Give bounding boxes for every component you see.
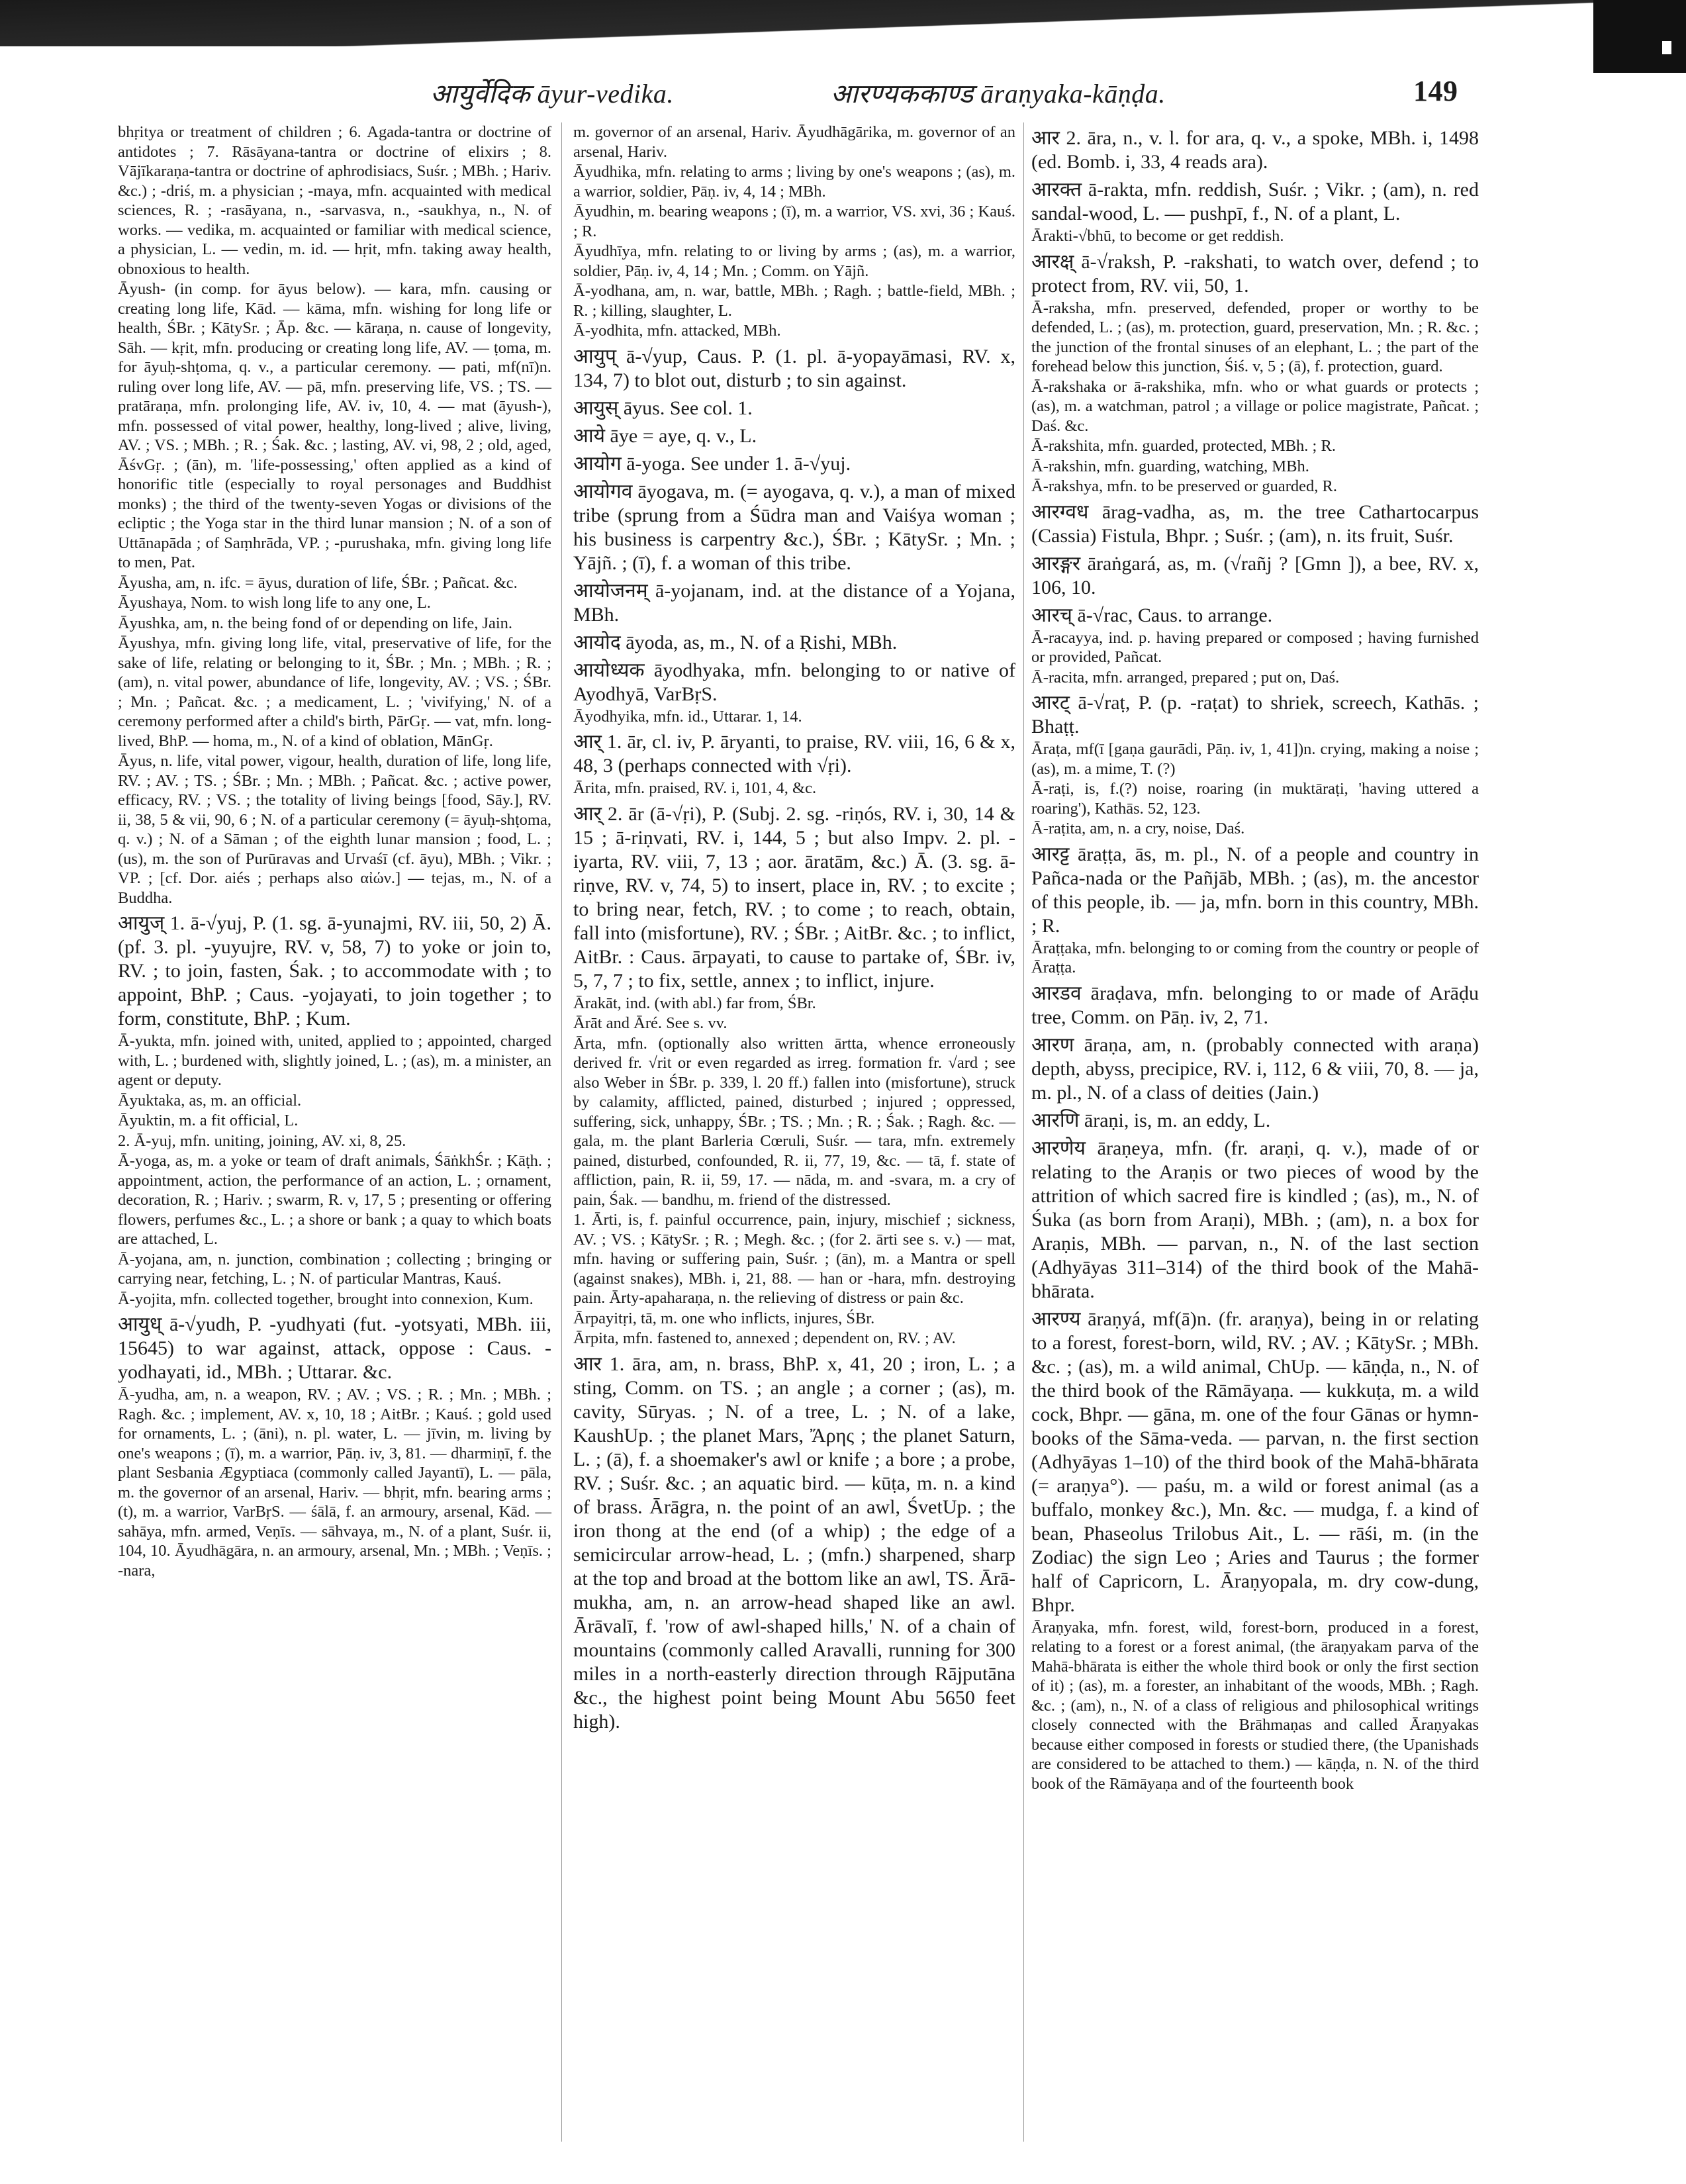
dictionary-entry: आरच् ā-√rac, Caus. to arrange. xyxy=(1031,604,1273,626)
dictionary-entry: Ā-yudha, am, n. a weapon, RV. ; AV. ; VS. ; R. ; Mn. ; MBh. ; Ragh. &c. ; implement, AV. x, 10, 18 ; AitBr. ; Kauś. ; gold used for ornaments, L. ; (āni), n. pl. water, L. — jīvin, m. living by one's weapons ; (ī), m. a warrior, Pāṇ. iv, 3, 81. — dharmiṇī, f. the plant Sesbania Ægyptiaca (commonly called Jayantī), L. — pāla, m. the governor of an arsenal, Hariv. — bhṛit, mfn. bearing arms ; (t), m. a warrior, VarBṛS. — śālā, f. an armoury, arsenal, Kād. — sahāya, mfn. armed, Veṇīs. — sāhvaya, m., N. of a plant, Suśr. ii, 104, 10. Āyudhāgāra, n. an armoury, arsenal, Mn. ; MBh. ; Veṇīs. ; -nara, xyxy=(118,1386,551,1580)
dictionary-entry: Ā-rakshya, mfn. to be preserved or guarded, R. xyxy=(1031,477,1337,495)
dictionary-entry: आरडव āraḍava, mfn. belonging to or made of Arāḍu tree, Comm. on Pāṇ. iv, 2, 71. xyxy=(1031,982,1479,1028)
dictionary-entry: आर 2. āra, n., v. l. for ara, q. v., a spoke, MBh. i, 1498 (ed. Bomb. i, 33, 4 reads ara). xyxy=(1031,127,1479,173)
dictionary-entry: 2. Ā-yuj, mfn. uniting, joining, AV. xi, 8, 25. xyxy=(118,1131,406,1150)
header-left-word: आयुर्वेदिक āyur-vedika. xyxy=(430,79,674,109)
dictionary-entry: आयुध् ā-√yudh, P. -yudhyati (fut. -yotsyati, MBh. iii, 15645) to war against, attack, oppose : Caus. -yodhayati, id., MBh. ; Uttarar. &c. xyxy=(118,1313,551,1383)
dictionary-entry: आरङ्गर āraṅgará, as, m. (√rañj ? [Gmn ]), a bee, RV. x, 106, 10. xyxy=(1031,552,1479,598)
dictionary-entry: Ā-raṭita, am, n. a cry, noise, Daś. xyxy=(1031,820,1245,837)
page-number: 149 xyxy=(1413,75,1458,107)
dictionary-entry: Ārpita, mfn. fastened to, annexed ; dependent on, RV. ; AV. xyxy=(573,1329,956,1347)
dictionary-entry: Ā-yojita, mfn. collected together, brought into connexion, Kum. xyxy=(118,1290,534,1308)
dictionary-column-3 xyxy=(1031,122,1479,1794)
running-header xyxy=(0,74,1686,114)
dictionary-entry: आर 1. āra, am, n. brass, BhP. x, 41, 20 ; iron, L. ; a sting, Comm. on TS. ; an angle ; a corner ; (as), m. cavity, Sūryas. ; N. of a tree, L. ; N. of a lake, KaushUp. ; the planet Mars, Ἄρης ; the planet Saturn, L. ; (ā), f. a shoemaker's awl or knife ; a bore ; a probe, RV. ; Suśr. &c. ; an aquatic bird. — kūṭa, m. n. a kind of brass. Ārāgra, n. the point of an awl, ŚvetUp. ; the iron thong at the end (of a whip) ; the edge of a semicircular arrow-head, L. ; (mfn.) sharpened, sharp at the top and broad at the bottom like an awl, TS. Ārā-mukha, am, n. an arrow-head shaped like an awl. Ārāvalī, f. 'row of awl-shaped hills,' N. of a chain of mountains (commonly called Aravalli, running for 300 miles in a north-easterly direction through Rājputāna &c., the highest point being Mount Abu 5650 feet high). xyxy=(573,1353,1015,1733)
dictionary-entry: m. governor of an arsenal, Hariv. Āyudhāgārika, m. governor of an arsenal, Hariv. xyxy=(573,123,1015,161)
dictionary-entry: Ārta, mfn. (optionally also written ārtta, whence erroneously derived fr. √rit or even regarded as irreg. formation fr. √ard ; see also Weber in ŚBr. p. 339, l. 20 ff.) fallen into (misfortune), struck by calamity, afflicted, pained, disturbed ; injured ; oppressed, suffering, sick, unhappy, ŚBr. ; TS. ; Mn. ; R. ; Śak. ; Ragh. &c. — gala, m. the plant Barleria Cœruli, Suśr. — tara, mfn. extremely pained, disturbed, confounded, R. ii, 77, 19, &c. — tā, f. state of affliction, pain, R. ii, 59, 17. — nāda, m. and -svara, m. a cry of pain, Śak. — bandhu, m. friend of the distressed. xyxy=(573,1034,1015,1209)
dictionary-entry: आयोग ā-yoga. See under 1. ā-√yuj. xyxy=(573,452,851,475)
dictionary-entry: Āyush- (in comp. for āyus below). — kara, mfn. causing or creating long life, Kād. — kāma, mfn. wishing for long life or health, ŚBr. ; KātySr. ; Āp. &c. — kāraṇa, n. cause of longevity, Sāh. — kṛit, mfn. producing or creating long life, AV. — ṭoma, m. for āyuḥ-shṭoma, q. v., a particular ceremony. — pati, mf(nī)n. ruling over long life, AV. — pā, mfn. preserving life, VS. ; TS. — pratāraṇa, mfn. prolonging life, AV. iv, 10, 4. — mat (āyush-), mfn. possessed of vital power, healthy, long-lived ; alive, living, AV. ; VS. ; MBh. ; R. ; Śak. &c. ; lasting, AV. vi, 98, 2 ; old, aged, ĀśvGṛ. ; (ān), m. 'life-possessing,' often applied as a kind of honorific title (especially to royal personages and Buddhist monks) ; the third of the twenty-seven Yogas or divisions of the ecliptic ; the Yoga star in the third lunar mansion ; N. of a son of Uttānapāda ; of Saṃhrāda, VP. ; -purushaka, mfn. giving long life to men, Pat. xyxy=(118,280,551,571)
dictionary-entry: Ā-yoga, as, m. a yoke or team of draft animals, ŚāṅkhŚr. ; Kāṭh. ; appointment, action, the performance of an action, L. ; ornament, decoration, R. ; Hariv. ; swarm, R. v, 17, 5 ; presenting or offering flowers, perfumes &c., L. ; a shore or bank ; a quay to which boats are attached, L. xyxy=(118,1152,551,1248)
dictionary-entry: Āyus, n. life, vital power, vigour, health, duration of life, long life, RV. ; AV. ; TS. ; ŚBr. ; Mn. ; MBh. ; Pañcat. &c. ; active power, efficacy, RV. ; VS. ; the totality of living beings [food, Sāy.], RV. ii, 38, 5 & vii, 90, 6 ; N. of a particular ceremony (= āyuḥ-shṭoma, q. v.) ; N. of a Sāman ; of the eighth lunar mansion ; food, L. ; (us), m. the son of Purūravas and Urvaśī (cf. āyu), MBh. ; Vikr. ; VP. ; [cf. Dor. aiés ; perhaps also αἰών.] — tejas, m., N. of a Buddha. xyxy=(118,752,551,907)
dictionary-entry: Ā-raksha, mfn. preserved, defended, proper or worthy to be defended, L. ; (as), m. protection, guard, preservation, Mn. ; R. &c. ; the junction of the frontal sinuses of an elephant, L. ; the part of the forehead below this junction, Śiś. v, 5 ; (ā), f. protection, guard. xyxy=(1031,299,1479,375)
dictionary-entry: आये āye = aye, q. v., L. xyxy=(573,424,757,447)
page-corner-shadow xyxy=(1593,0,1686,73)
dictionary-entry: Āyusha, am, n. ifc. = āyus, duration of life, ŚBr. ; Pañcat. &c. xyxy=(118,573,518,592)
dictionary-entry: Āyuktin, m. a fit official, L. xyxy=(118,1112,299,1129)
dictionary-entry: आरक्ष् ā-√raksh, P. -rakshati, to watch over, defend ; to protect from, RV. vii, 50, 1. xyxy=(1031,250,1479,297)
dictionary-entry: Āyodhyika, mfn. id., Uttarar. 1, 14. xyxy=(573,707,802,726)
dictionary-entry: आयुस् āyus. See col. 1. xyxy=(573,397,753,419)
dictionary-entry: Āyudhin, m. bearing weapons ; (ī), m. a warrior, VS. xvi, 36 ; Kauś. ; R. xyxy=(573,203,1015,240)
dictionary-column-2 xyxy=(573,122,1015,1734)
dictionary-entry: Āraṇyaka, mfn. forest, wild, forest-born, produced in a forest, relating to a forest or a forest animal, (the āraṇyakam parva of the Mahā-bhārata is either the whole third book or only the first section of it) ; (as), m. a forester, an inhabitant of the woods, MBh. ; Ragh. &c. ; (am), n., N. of a class of religious and philosophical writings closely connected with the Brāhmaṇas and called Āraṇyakas because either composed in forests or studied there, (the Upanishads are considered to be attached to them.) — kāṇḍa, n. N. of the third book of the Rāmāyaṇa and of the fourteenth book xyxy=(1031,1618,1479,1793)
dictionary-column-1 xyxy=(118,122,551,1581)
dictionary-entry: Ā-yodhana, am, n. war, battle, MBh. ; Ragh. ; battle-field, MBh. ; R. ; killing, slaughter, L. xyxy=(573,282,1015,320)
dictionary-entry: Ā-racita, mfn. arranged, prepared ; put on, Daś. xyxy=(1031,668,1340,687)
dictionary-entry: आरक्त ā-rakta, mfn. reddish, Suśr. ; Vikr. ; (am), n. red sandal-wood, L. — pushpī, f., N. of a plant, L. xyxy=(1031,179,1479,224)
dictionary-entry: Ā-yojana, am, n. junction, combination ; collecting ; bringing or carrying near, fetching, L. ; N. of particular Mantras, Kauś. xyxy=(118,1250,551,1288)
dictionary-entry: आयोजनम् ā-yojanam, ind. at the distance of a Yojana, MBh. xyxy=(573,579,1015,626)
dictionary-entry: 1. Ārti, is, f. painful occurrence, pain, injury, mischief ; sickness, AV. ; VS. ; KātySr. ; R. ; Megh. &c. ; (for 2. ārti see s. v.) — mat, mfn. having or suffering pain, Suśr. ; (ān), m. a Mantra or spell (against snakes), MBh. i, 21, 88. — han or -hara, mfn. destroying pain. Ārty-apaharaṇa, n. the relieving of distress or pain &c. xyxy=(573,1211,1015,1307)
dictionary-entry: Ārāt and Āré. See s. vv. xyxy=(573,1014,727,1032)
dictionary-entry: Ā-yodhita, mfn. attacked, MBh. xyxy=(573,322,781,340)
dictionary-entry: आरट्ट āraṭṭa, ās, m. pl., N. of a people and country in Pañca-nada or the Pañjāb, MBh. ; (as), m. the ancestor of this people, ib. — ja, mfn. born in this country, MBh. ; R. xyxy=(1031,843,1479,937)
dictionary-entry: आरण āraṇa, am, n. (probably connected with araṇa) depth, abyss, precipice, RV. i, 112, 6 & viii, 70, 8. — ja, m. pl., N. of a class of deities (Jain.) xyxy=(1031,1033,1479,1104)
page-corner-notch xyxy=(1662,41,1671,54)
dictionary-entry: Āyushka, am, n. the being fond of or depending on life, Jain. xyxy=(118,614,513,632)
dictionary-entry: Ā-rakshin, mfn. guarding, watching, MBh. xyxy=(1031,457,1309,475)
dictionary-entry: Āyushya, mfn. giving long life, vital, preservative of life, for the sake of life, relating or belonging to it, ŚBr. ; Mn. ; MBh. ; R. ; (am), n. vital power, abundance of life, longevity, AV. ; VS. ; ŚBr. ; Mn. ; Pañcat. &c. ; a medicament, L. ; 'vivifying,' N. of a ceremony performed after a child's birth, PārGṛ. — vat, mfn. long-lived, BhP. — homa, m., N. of a kind of oblation, MānGṛ. xyxy=(118,634,551,750)
dictionary-entry: Ā-raṭi, is, f.(?) noise, roaring (in muktāraṭi, 'having uttered a roaring'), Kathās. 52, 123. xyxy=(1031,780,1479,818)
dictionary-entry: Āyushaya, Nom. to wish long life to any one, L. xyxy=(118,594,431,612)
dictionary-entry: Ārita, mfn. praised, RV. i, 101, 4, &c. xyxy=(573,779,817,797)
dictionary-entry: Ā-rakshita, mfn. guarded, protected, MBh. ; R. xyxy=(1031,437,1336,455)
dictionary-entry: Āyudhīya, mfn. relating to or living by arms ; (as), m. a warrior, soldier, Pāṇ. iv, 4, 14 ; Mn. ; Comm. on Yājñ. xyxy=(573,242,1015,280)
dictionary-entry: Āyuktaka, as, m. an official. xyxy=(118,1091,302,1110)
dictionary-entry: आर् 1. ār, cl. iv, P. āryanti, to praise, RV. viii, 16, 6 & x, 48, 3 (perhaps connected with √ṛi). xyxy=(573,731,1015,777)
dictionary-entry: Ārakti-√bhū, to become or get reddish. xyxy=(1031,227,1284,245)
dictionary-entry: Āyudhika, mfn. relating to arms ; living by one's weapons ; (as), m. a warrior, soldier, Pāṇ. iv, 4, 14 ; MBh. xyxy=(573,163,1015,201)
dictionary-entry: Ārakāt, ind. (with abl.) far from, ŚBr. xyxy=(573,994,816,1012)
dictionary-entry: आरग्वध ārag-vadha, as, m. the tree Cathartocarpus (Cassia) Fistula, Bhpr. ; Suśr. ; (am), n. its fruit, Suśr. xyxy=(1031,500,1479,547)
dictionary-entry: आयुप् ā-√yup, Caus. P. (1. pl. ā-yopayāmasi, RV. x, 134, 7) to blot out, disturb ; to sin against. xyxy=(573,345,1015,391)
dictionary-entry: Āraṭṭaka, mfn. belonging to or coming from the country or people of Āraṭṭa. xyxy=(1031,939,1479,976)
dictionary-entry: आरट् ā-√raṭ, P. (p. -raṭat) to shriek, screech, Kathās. ; Bhaṭṭ. xyxy=(1031,692,1479,737)
page-scan-shadow xyxy=(0,0,1686,46)
column-divider xyxy=(1023,122,1024,2142)
dictionary-entry: आरणेय āraṇeya, mfn. (fr. araṇi, q. v.), made of or relating to the Araṇis or two pieces of wood by the attrition of which sacred fire is kindled ; (as), m., N. of Śuka (as born from Araṇi), MBh. ; (am), n. a box for Araṇis, MBh. — parvan, n., N. of the last section (Adhyāyas 311–314) of the third book of the Mahā-bhārata. xyxy=(1031,1137,1479,1302)
dictionary-entry: आयोगव āyogava, m. (= ayogava, q. v.), a man of mixed tribe (sprung from a Śūdra man and Vaiśya woman ; his business is carpentry &c.), ŚBr. ; KātySr. ; Mn. ; Yājñ. ; (ī), f. a woman of this tribe. xyxy=(573,480,1015,574)
column-divider xyxy=(561,122,562,2142)
dictionary-entry: आयोध्यक āyodhyaka, mfn. belonging to or native of Ayodhyā, VarBṛS. xyxy=(573,659,1015,705)
dictionary-entry: आरण्य āraṇyá, mf(ā)n. (fr. araṇya), being in or relating to a forest, forest-born, wild, RV. ; AV. ; KātySr. ; MBh. &c. ; (as), m. a wild animal, ChUp. — kāṇḍa, n., N. of the third book of the Rāmāyaṇa. — kukkuṭa, m. a wild cock, Bhpr. — gāna, m. one of the four Gānas or hymn-books of the Sāma-veda. — parvan, n. the first section (Adhyāyas 1–10) of the third book of the Mahā-bhārata (= araṇya°). — paśu, m. a wild or forest animal (as a buffalo, monkey &c.), Mn. &c. — mudga, f. a kind of bean, Phaseolus Trilobus Ait., L. — rāśi, m. (in the Zodiac) the sign Leo ; Aries and Taurus ; the former half of Capricorn, L. Āraṇyopala, m. dry cow-dung, Bhpr. xyxy=(1031,1307,1479,1616)
dictionary-entry: Ā-yukta, mfn. joined with, united, applied to ; appointed, charged with, L. ; burdened with, slightly joined, L. ; (as), m. a minister, an agent or deputy. xyxy=(118,1032,551,1089)
dictionary-entry: आयोद āyoda, as, m., N. of a Ṛishi, MBh. xyxy=(573,631,898,653)
dictionary-entry: आर् 2. ār (ā-√ṛi), P. (Subj. 2. sg. -riṇós, RV. i, 30, 14 & 15 ; ā-riṇvati, RV. i, 144, 5 ; but also Impv. 2. pl. -iyarta, RV. viii, 7, 13 ; aor. āratām, &c.) Ā. (3. sg. ā-riṇve, RV. v, 74, 5) to insert, place in, RV. ; to excite ; to bring near, fetch, RV. ; to come ; to reach, obtain, fall into (misfortune), RV. ; ŚBr. ; AitBr. &c. ; to inflict, AitBr. : Caus. ārpayati, to cause to partake of, ŚBr. iv, 5, 7, 7 ; to fix, settle, annex ; to inflict, injure. xyxy=(573,802,1015,992)
dictionary-entry: Ārpayitṛi, tā, m. one who inflicts, injures, ŚBr. xyxy=(573,1309,875,1327)
dictionary-entry: Ā-rakshaka or ā-rakshika, mfn. who or what guards or protects ; (as), m. a watchman, patrol ; a village or police magistrate, Pañcat. ; Daś. &c. xyxy=(1031,377,1479,435)
dictionary-entry: Ā-racayya, ind. p. having prepared or composed ; having furnished or provided, Pañcat. xyxy=(1031,628,1479,666)
dictionary-entry: bhṛitya or treatment of children ; 6. Agada-tantra or doctrine of antidotes ; 7. Rāsāyana-tantra or doctrine of elixirs ; 8. Vājīkaraṇa-tantra or doctrine of aphrodisiacs, Suśr. ; MBh. ; Hariv. &c.) ; -driś, m. a physician ; -maya, mfn. acquainted with medical sciences, R. ; -rasāyana, n., -sarvasva, n., -saukhya, n., N. of works. — vedika, m. acquainted or familiar with medical science, a physician, L. — vedin, m. id. — hṛit, mfn. taking away health, obnoxious to health. xyxy=(118,123,551,278)
dictionary-entry: Āraṭa, mf(ī [gaṇa gaurādi, Pāṇ. iv, 1, 41])n. crying, making a noise ; (as), m. a mime, T. (?) xyxy=(1031,740,1479,778)
dictionary-entry: आरणि āraṇi, is, m. an eddy, L. xyxy=(1031,1109,1271,1131)
dictionary-entry: आयुज् 1. ā-√yuj, P. (1. sg. ā-yunajmi, RV. iii, 50, 2) Ā. (pf. 3. pl. -yuyujre, RV. v, 58, 7) to yoke or join to, RV. ; to join, fasten, Śak. ; to accommodate with ; to appoint, BhP. ; Caus. -yojayati, to join together ; to form, constitute, BhP. ; Kum. xyxy=(118,912,551,1029)
header-right-word: आरण्यककाण्ड āraṇyaka-kāṇḍa. xyxy=(831,79,1166,109)
